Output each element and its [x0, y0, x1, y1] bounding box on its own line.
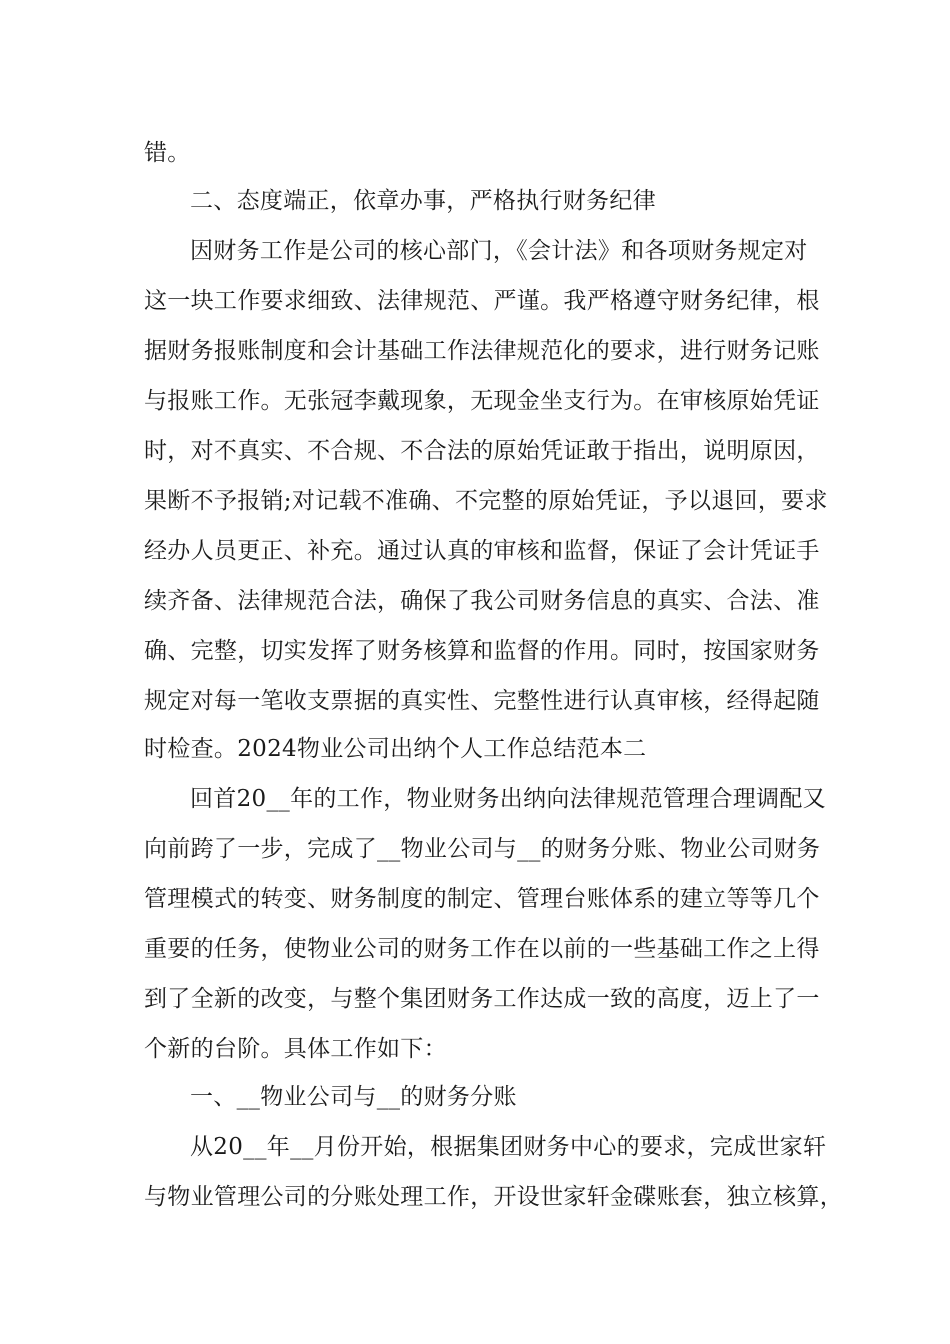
text-line-13: 时检查。2024物业公司出纳个人工作总结范本二: [144, 736, 647, 762]
text-line-22: 与物业管理公司的分账处理工作，开设世家轩金碟账套，独立核算，: [144, 1184, 843, 1210]
text-line-16: 管理模式的转变、财务制度的制定、管理台账体系的建立等等几个: [144, 886, 820, 912]
text-line-6: 与报账工作。无张冠李戴现象，无现金坐支行为。在审核原始凭证: [144, 388, 820, 414]
text-line-17: 重要的任务，使物业公司的财务工作在以前的一些基础工作之上得: [144, 936, 820, 962]
text-line-9: 经办人员更正、补充。通过认真的审核和监督，保证了会计凭证手: [144, 538, 820, 564]
text-line-12: 规定对每一笔收支票据的真实性、完整性进行认真审核，经得起随: [144, 688, 820, 714]
section-heading-2: 二、态度端正，依章办事，严格执行财务纪律: [190, 188, 656, 214]
text-line-18: 到了全新的改变，与整个集团财务工作达成一致的高度，迈上了一: [144, 986, 820, 1012]
text-line-3: 因财务工作是公司的核心部门，《会计法》和各项财务规定对: [190, 238, 808, 264]
text-line-21: 从20__年__月份开始，根据集团财务中心的要求，完成世家轩: [190, 1134, 827, 1160]
text-line-14: 回首20__年的工作，物业财务出纳向法律规范管理合理调配又: [190, 786, 826, 812]
text-line-1: 错。: [144, 140, 191, 166]
text-line-5: 据财务报账制度和会计基础工作法律规范化的要求，进行财务记账: [144, 338, 820, 364]
section-heading-20: 一、__物业公司与__的财务分账: [190, 1084, 517, 1110]
text-line-15: 向前跨了一步，完成了__物业公司与__的财务分账、物业公司财务: [144, 836, 821, 862]
text-line-19: 个新的台阶。具体工作如下：: [144, 1036, 447, 1062]
text-line-4: 这一块工作要求细致、法律规范、严谨。我严格遵守财务纪律，根: [144, 288, 820, 314]
text-line-11: 确、完整，切实发挥了财务核算和监督的作用。同时，按国家财务: [144, 638, 820, 664]
text-line-10: 续齐备、法律规范合法，确保了我公司财务信息的真实、合法、准: [144, 588, 820, 614]
text-line-8: 果断不予报销;对记载不准确、不完整的原始凭证，予以退回，要求: [144, 488, 828, 514]
text-line-7: 时，对不真实、不合规、不合法的原始凭证敢于指出，说明原因，: [144, 438, 820, 464]
